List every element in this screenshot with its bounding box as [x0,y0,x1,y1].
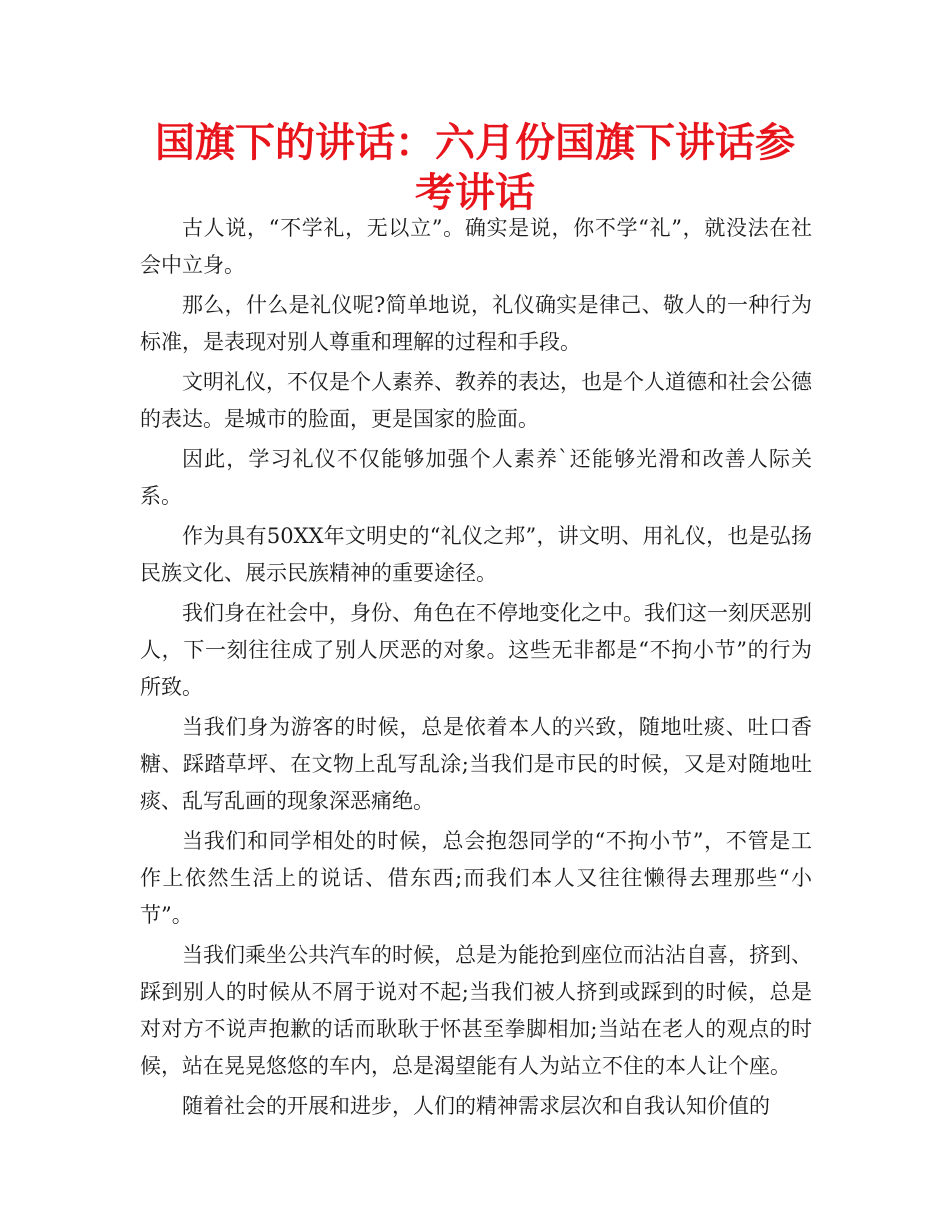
paragraph: 当我们乘坐公共汽车的时候，总是为能抢到座位而沾沾自喜，挤到、踩到别人的时候从不屑于说对不起;当我们被人挤到或踩到的时候，总是对对方不说声抱歉的话而耿耿于怀甚至拳脚相加;当站在老人的观点的时候，站在晃晃悠悠的车内，总是渴望能有人为站立不住的本人让个座。 [140,943,812,1078]
document-title: 国旗下的讲话：六月份国旗下讲话参考讲话 [155,120,795,216]
paragraph: 当我们和同学相处的时候，总会抱怨同学的“不拘小节”，不管是工作上依然生活上的说话、借东西;而我们本人又往往懒得去理那些“小节”。 [140,829,812,927]
paragraph: 因此，学习礼仪不仅能够加强个人素养`还能够光滑和改善人际关系。 [140,447,812,508]
paragraph: 随着社会的开展和进步，人们的精神需求层次和自我认知价值的 [182,1094,770,1118]
paragraph: 那么，什么是礼仪呢?简单地说，礼仪确实是律己、敬人的一种行为标准，是表现对别人尊重和理解的过程和手段。 [140,293,812,354]
paragraph: 古人说，“不学礼，无以立”。确实是说，你不学“礼”，就没法在社会中立身。 [140,216,812,277]
paragraph: 文明礼仪，不仅是个人素养、教养的表达，也是个人道德和社会公德的表达。是城市的脸面，更是国家的脸面。 [140,370,812,431]
paragraph: 当我们身为游客的时候，总是依着本人的兴致，随地吐痰、吐口香糖、踩踏草坪、在文物上乱写乱涂;当我们是市民的时候，又是对随地吐痰、乱写乱画的现象深恶痛绝。 [140,715,812,813]
document-body [140,210,812,1128]
paragraph: 作为具有50XX年文明史的“礼仪之邦”，讲文明、用礼仪，也是弘扬民族文化、展示民族精神的重要途径。 [140,524,812,585]
paragraph: 我们身在社会中，身份、角色在不停地变化之中。我们这一刻厌恶别人，下一刻往往成了别人厌恶的对象。这些无非都是“不拘小节”的行为所致。 [140,601,812,699]
